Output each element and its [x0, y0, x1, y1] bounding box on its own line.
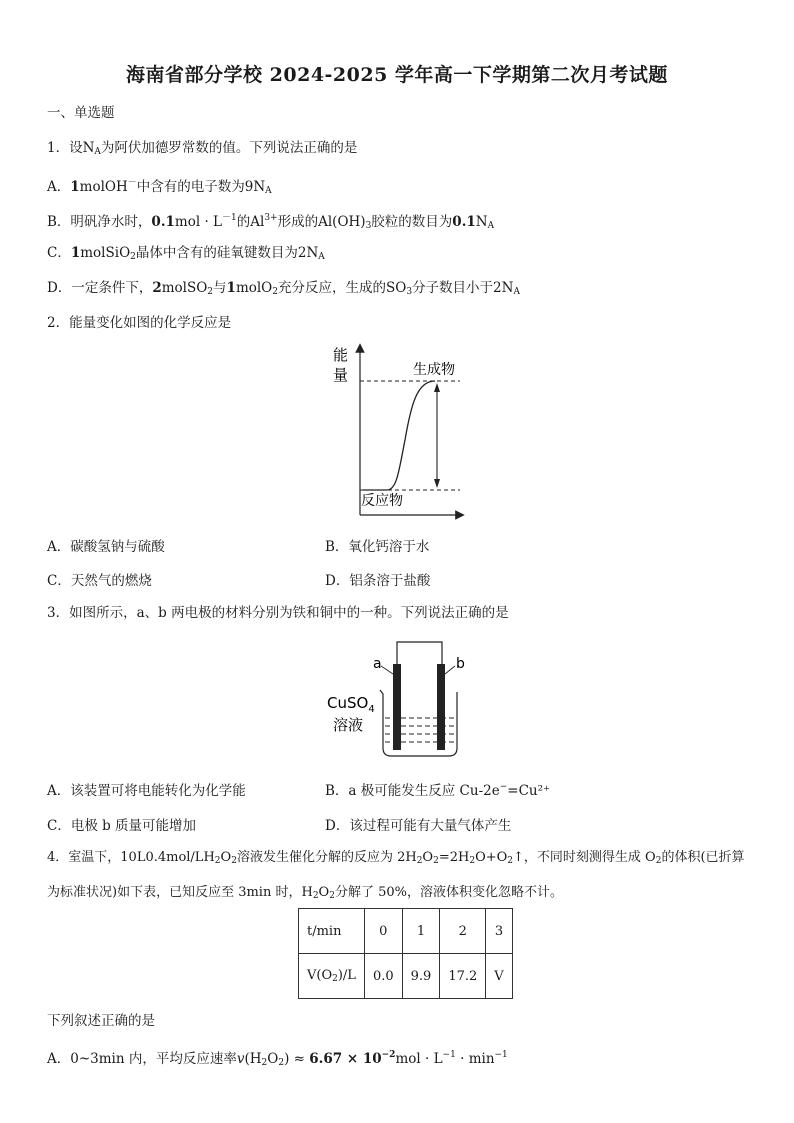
electrode-b-label: b: [456, 656, 465, 672]
arrow-down-head: [434, 479, 440, 488]
q3-stem: 3．如图所示，a、b 两电极的材料分别为铁和铜中的一种。下列说法正确的是: [47, 605, 509, 621]
q3-option-d[interactable]: D．该过程可能有大量气体产生: [325, 818, 512, 834]
beaker: [380, 690, 457, 756]
q3-option-a[interactable]: A．该装置可将电能转化为化学能: [47, 783, 246, 799]
label-a-pointer: [381, 666, 393, 674]
q2-option-c[interactable]: C．天然气的燃烧: [47, 573, 152, 589]
table-cell: 2: [440, 909, 486, 954]
table-row: [299, 954, 513, 999]
q2-option-b[interactable]: B．氧化钙溶于水: [325, 539, 430, 555]
q1-option-d[interactable]: D．一定条件下，2molSO$_2$与1molO$_2$充分反应，生成的$SO_3$分子数目小于$2N_A$: [47, 280, 520, 297]
page-title: 海南省部分学校 2024-2025 学年高一下学期第二次月考试题: [126, 64, 668, 86]
table-header-volume: $V(O_2)/L$: [299, 954, 365, 999]
section-heading: 一、单选题: [47, 105, 115, 121]
q3-option-c[interactable]: C．电极 b 质量可能增加: [47, 818, 197, 834]
y-axis-label-2: 量: [333, 366, 349, 384]
q4-option-a[interactable]: A．0~3min 内，平均反应速率$v(H_2O_2) \approx 6.67 \times 10^{-2}mol \cdot L^{-1} \cdot \min^{-1}$: [47, 1050, 508, 1068]
product-label: 生成物: [413, 362, 455, 378]
reactant-label: 反应物: [361, 493, 403, 509]
q2-stem: 2．能量变化如图的化学反应是: [47, 315, 232, 331]
table-cell: V: [486, 954, 512, 999]
q1-option-c[interactable]: C．1molSiO$_2$晶体中含有的硅氧键数目为$2N_A$: [47, 245, 325, 262]
table-row: [299, 909, 513, 954]
q3-option-b[interactable]: B．a 极可能发生反应 Cu-2e−=Cu²⁺: [325, 782, 551, 799]
q1-stem: 1．设$N_A$为阿伏加德罗常数的值。下列说法正确的是: [47, 140, 358, 157]
energy-curve: [363, 381, 435, 490]
electrode-a: [393, 664, 401, 750]
arrow-up-head: [434, 383, 440, 392]
galvanic-cell-diagram: [325, 636, 475, 766]
q2-option-d[interactable]: D．铝条溶于盐酸: [325, 573, 431, 589]
table-cell: 0: [364, 909, 402, 954]
q4-lead: 下列叙述正确的是: [47, 1013, 155, 1029]
table-cell: 3: [486, 909, 512, 954]
q1-option-a[interactable]: A．1molOH－中含有的电子数为$9N_A$: [47, 178, 272, 196]
electrode-a-label: a: [373, 656, 382, 672]
solution-label-2: 溶液: [333, 716, 364, 734]
solution-label-1: CuSO$_4$: [327, 694, 375, 715]
energy-diagram: [325, 340, 475, 525]
q2-option-a[interactable]: A．碳酸氢钠与硫酸: [47, 539, 165, 555]
table-cell: 0.0: [364, 954, 402, 999]
q4-stem-line-2: 为标准状况)如下表，已知反应至 3min 时，$H_2O_2$分解了 50%，溶液体积变化忽略不计。: [47, 885, 563, 901]
label-b-pointer: [445, 666, 455, 674]
q1-option-b[interactable]: B．明矾净水时，$0.1mol \cdot L^{-1}$的$Al^{3+}$形成的$Al(OH)_3$胶粒的数目为$0.1N_A$: [47, 213, 495, 231]
q4-stem-line-1: 4．室温下，$10L0.4mol/LH_2O_2$溶液发生催化分解的反应为 $2H_2O_2=2H_2O+O_2↑$，不同时刻测得生成 $O_2$的体积(已折算: [47, 850, 745, 866]
y-axis-label-1: 能: [333, 346, 349, 364]
table-header-time: t/min: [299, 909, 365, 954]
oxygen-volume-table: [298, 908, 513, 999]
table-cell: 1: [402, 909, 440, 954]
connecting-wire: [397, 642, 442, 666]
electrode-b: [437, 664, 445, 750]
table-cell: 17.2: [440, 954, 486, 999]
table-cell: 9.9: [402, 954, 440, 999]
